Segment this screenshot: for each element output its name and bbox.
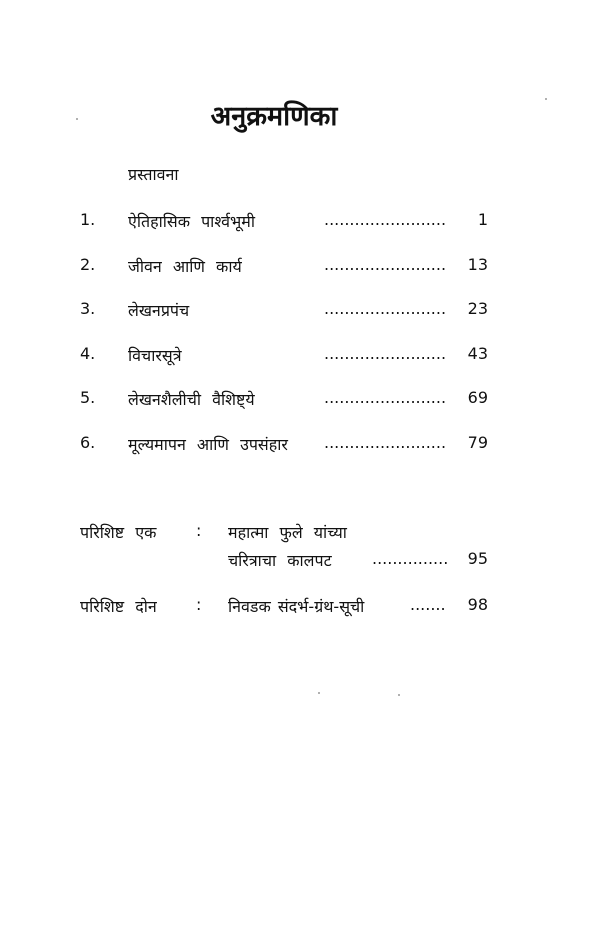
appendix-label: परिशिष्ट एक <box>80 523 157 542</box>
chapter-number: 4. <box>80 344 96 363</box>
chapter-title: ऐतिहासिक पार्श्वभूमी <box>128 212 255 231</box>
chapter-title: मूल्यमापन आणि उपसंहार <box>128 435 288 454</box>
scan-speck <box>398 694 400 696</box>
toc-row <box>0 433 600 459</box>
toc-row <box>0 255 600 281</box>
chapter-title: जीवन आणि कार्य <box>128 257 242 276</box>
page-number: 98 <box>467 595 488 614</box>
chapter-number: 5. <box>80 388 96 407</box>
chapter-number: 1. <box>80 210 96 229</box>
scan-speck <box>318 692 320 694</box>
dot-leader: ....... <box>410 595 446 614</box>
dot-leader: ........................ <box>324 210 447 229</box>
page-number: 1 <box>477 210 488 229</box>
preface-entry: प्रस्तावना <box>128 165 179 184</box>
appendix-title-line2: चरित्राचा कालपट <box>228 551 332 570</box>
appendix-row <box>0 595 600 621</box>
page-number: 95 <box>467 549 488 568</box>
chapter-number: 6. <box>80 433 96 452</box>
chapter-title: लेखनशैलीची वैशिष्ट्ये <box>128 390 255 409</box>
page-number: 13 <box>467 255 488 274</box>
chapter-title: लेखनप्रपंच <box>128 301 190 320</box>
toc-row <box>0 299 600 325</box>
appendix-colon: : <box>196 521 202 540</box>
dot-leader: ........................ <box>324 344 447 363</box>
page-number: 79 <box>467 433 488 452</box>
dot-leader: ........................ <box>324 299 447 318</box>
chapter-number: 2. <box>80 255 96 274</box>
toc-row <box>0 344 600 370</box>
appendix-row-continued <box>0 549 600 575</box>
dot-leader: ........................ <box>324 433 447 452</box>
page-title: अनुक्रमणिका <box>210 101 338 132</box>
chapter-number: 3. <box>80 299 96 318</box>
appendix-title: निवडक संदर्भ-ग्रंथ-सूची <box>228 597 365 616</box>
toc-row <box>0 210 600 236</box>
appendix-row <box>0 521 600 547</box>
dot-leader: ............... <box>372 549 449 568</box>
page-number: 23 <box>467 299 488 318</box>
page-number: 69 <box>467 388 488 407</box>
appendix-label: परिशिष्ट दोन <box>80 597 157 616</box>
page-number: 43 <box>467 344 488 363</box>
dot-leader: ........................ <box>324 255 447 274</box>
appendix-title-line1: महात्मा फुले यांच्या <box>228 523 347 542</box>
scan-speck <box>545 98 547 100</box>
chapter-title: विचारसूत्रे <box>128 346 182 365</box>
appendix-colon: : <box>196 595 202 614</box>
dot-leader: ........................ <box>324 388 447 407</box>
toc-row <box>0 388 600 414</box>
scan-speck <box>76 118 78 120</box>
